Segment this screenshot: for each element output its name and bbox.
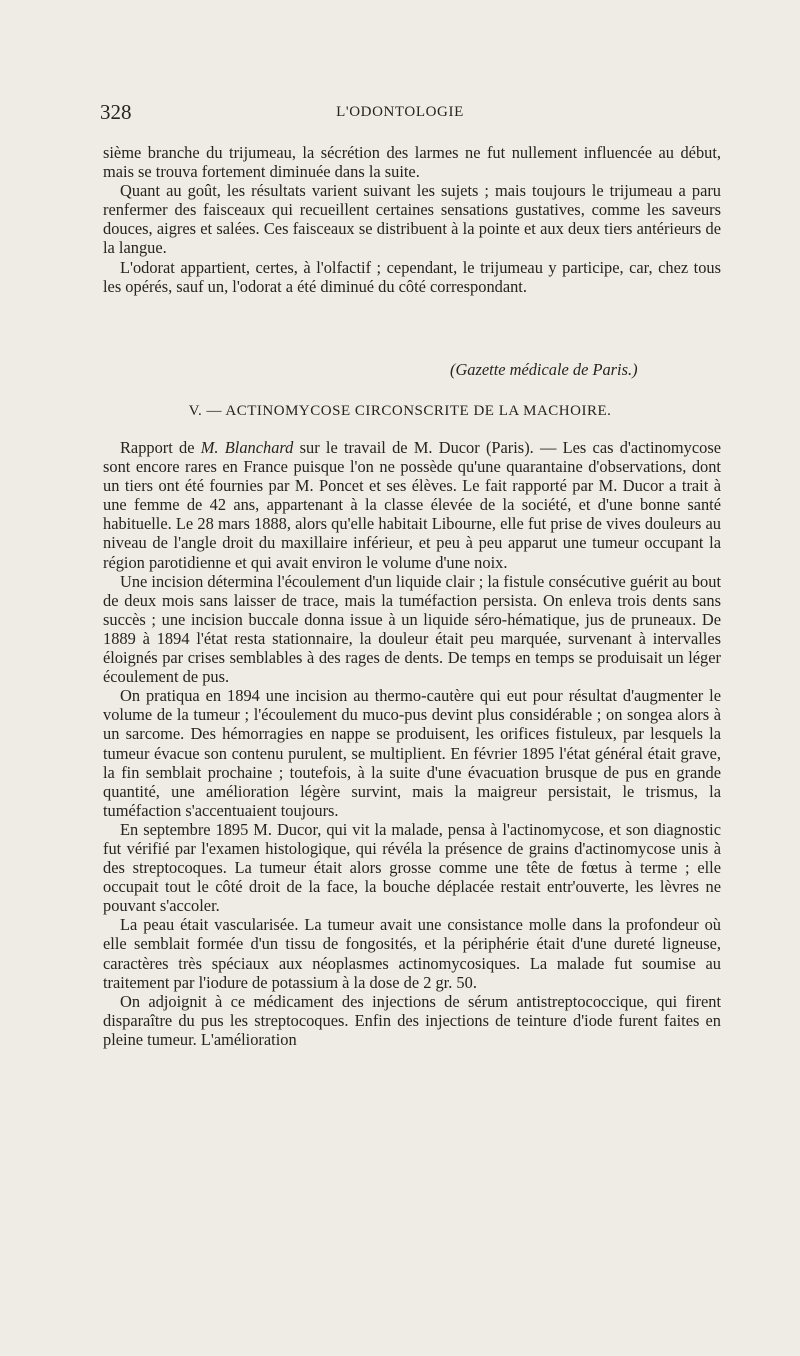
paragraph: La peau était vascularisée. La tumeur avait une consistance molle dans la profondeur où elle semblait formée d'un tissu de fongosités, et la périphérie était d'une dureté ligneuse, caractères très spéciaux aux néoplasmes actinomycosiques. La malade fut soumise au traitement par l'iodure de potassium à la dose de 2 gr. 50. [103,915,721,992]
paragraph: L'odorat appartient, certes, à l'olfactif ; cependant, le trijumeau y participe, car, chez tous les opérés, sauf un, l'odorat a été diminué du côté correspondant. [103,257,721,296]
lead-text: Rapport de [120,438,201,457]
running-title: L'ODONTOLOGIE [336,104,464,120]
page-number: 328 [100,100,132,124]
paragraph: Quant au goût, les résultats varient suivant les sujets ; mais toujours le trijumeau a paru renfermer des faisceaux qui recueillent certaines sensations gustatives, comme les saveurs douces, aigres et salées. Ces faisceaux se distribuent à la pointe et aux deux tiers antérieurs de la langue. [103,181,721,258]
paragraph [103,438,721,572]
text-block-top [103,143,721,296]
paragraph: On adjoignit à ce médicament des injections de sérum antistreptococcique, qui firent disparaître du pus les streptocoques. Enfin des injections de teinture d'iode furent faites en pleine tumeur. L'amélioration [103,991,721,1049]
paragraph: sième branche du trijumeau, la sécrétion des larmes ne fut nullement influencée au début, mais se trouva fortement diminuée dans la suite. [103,143,721,182]
citation: (Gazette médicale de Paris.) [450,360,638,379]
paragraph: En septembre 1895 M. Ducor, qui vit la malade, pensa à l'actinomycose, et son diagnostic fut vérifié par l'examen histologique, qui révéla la présence de grains d'actinomycose unis à des streptocoques. La tumeur était alors grosse comme une tête de fœtus à terme ; elle occupait tout le côté droit de la face, la bouche déplacée restait entr'ouverte, les lèvres ne pouvant s'accoler. [103,819,721,916]
paragraph-text: sur le travail de M. Ducor (Paris). — Les cas d'actinomycose sont encore rares en France puisque l'on ne possède qu'une quarantaine d'observations, dont un tiers ont été fournies par M. Poncet et ses élèves. Le fait rapporté par M. Ducor a trait à une femme de 42 ans, appartenant à la classe élevée de la société, et d'une bonne santé habituelle. Le 28 mars 1888, alors qu'elle habitait Libourne, elle fut prise de vives douleurs au niveau de l'angle droit du maxillaire inférieur, et peu à peu apparut une tumeur occupant la région parotidienne et qui avait environ le volume d'une noix. [103,438,721,572]
paragraph: Une incision détermina l'écoulement d'un liquide clair ; la fistule consécutive guérit au bout de deux mois sans laisser de trace, mais la tuméfaction persista. On enleva trois dents sans succès ; une incision buccale donna issue à un liquide séro-hématique, jus de pruneaux. De 1889 à 1894 l'état resta stationnaire, la douleur était peu marquée, survenant à intervalles éloignés par crises semblables à des rages de dents. De temps en temps se produisait un léger écoulement de pus. [103,571,721,687]
paragraph: On pratiqua en 1894 une incision au thermo-cautère qui eut pour résultat d'augmenter le volume de la tumeur ; l'écoulement du muco-pus devint plus considérable ; on songea alors à un sarcome. Des hémorragies en nappe se produisent, les orifices fistuleux, par lesquels la tumeur évacue son contenu purulent, se multiplient. En février 1895 l'état général était grave, la fin semblait prochaine ; toutefois, à la suite d'une évacuation brusque de pus en grande quantité, une amélioration légère survint, mais la maigreur persistait, le trismus, la tuméfaction s'accentuaient toujours. [103,686,721,820]
text-block-main [103,438,721,1049]
author-name: M. Blanchard [200,438,294,457]
section-heading: V. — ACTINOMYCOSE CIRCONSCRITE DE LA MACHOIRE. [188,403,612,419]
